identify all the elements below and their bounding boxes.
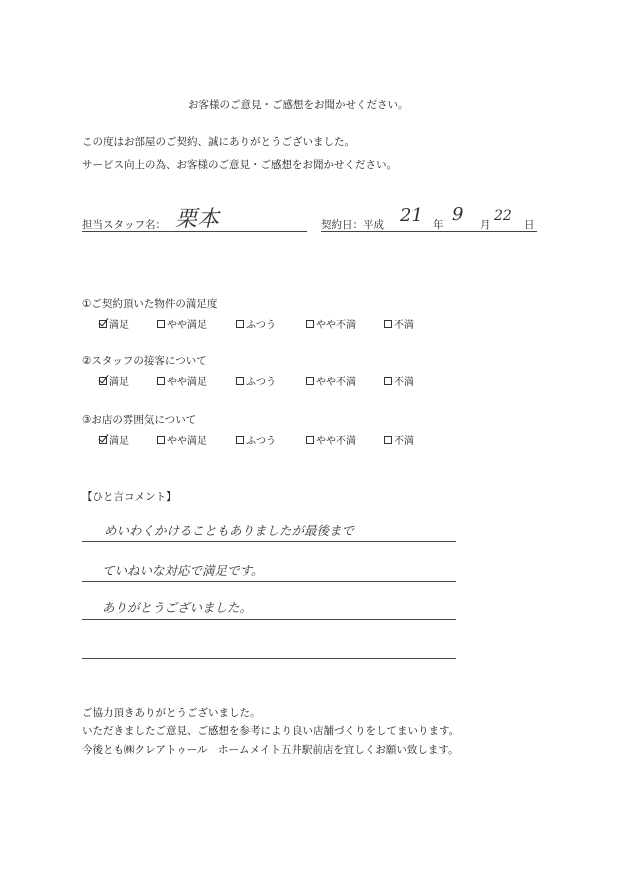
checkbox-icon[interactable] [384, 320, 392, 328]
contract-year: 21 [400, 205, 423, 226]
staff-name: 栗本 [175, 207, 220, 232]
checked-checkbox-icon[interactable] [99, 436, 107, 444]
comment-rule-3 [82, 619, 456, 620]
checkbox-icon[interactable] [306, 377, 314, 385]
contract-month: 9 [452, 204, 464, 225]
q1-option-2[interactable]: やや満足 [157, 316, 207, 331]
question-2-title: ②スタッフの接客について [82, 355, 207, 367]
checkbox-icon[interactable] [384, 377, 392, 385]
q2-option-5[interactable]: 不満 [384, 373, 414, 388]
checkbox-icon[interactable] [236, 320, 244, 328]
year-unit: 年 [433, 219, 444, 231]
survey-title: お客様のご意見・ご感想をお聞かせください。 [188, 99, 409, 111]
comment-rule-4 [82, 658, 456, 659]
comment-line-1: めいわくかけることもありましたが最後まで [104, 523, 355, 538]
comment-rule-2 [82, 581, 456, 582]
checkbox-icon[interactable] [384, 436, 392, 444]
comment-rule-1 [82, 541, 456, 542]
q2-option-1[interactable]: 満足 [99, 373, 129, 388]
intro-line-2: サービス向上の為、お客様のご意見・ご感想をお聞かせください。 [82, 159, 397, 171]
checkbox-icon[interactable] [157, 377, 165, 385]
checkbox-icon[interactable] [157, 320, 165, 328]
contract-day: 22 [494, 208, 512, 224]
comment-label: 【ひと言コメント】 [82, 491, 177, 503]
q1-option-3[interactable]: ふつう [236, 316, 276, 331]
staff-underline [82, 231, 307, 232]
checked-checkbox-icon[interactable] [99, 377, 107, 385]
q2-option-3[interactable]: ふつう [236, 373, 276, 388]
contract-underline [321, 231, 537, 232]
q1-option-5[interactable]: 不満 [384, 316, 414, 331]
footer-line-1: ご協力頂きありがとうございました。 [82, 707, 261, 719]
checked-checkbox-icon[interactable] [99, 320, 107, 328]
q3-option-2[interactable]: やや満足 [157, 432, 207, 447]
q3-option-1[interactable]: 満足 [99, 432, 129, 447]
checkbox-icon[interactable] [306, 436, 314, 444]
checkbox-icon[interactable] [157, 436, 165, 444]
intro-line-1: この度はお部屋のご契約、誠にありがとうございました。 [82, 136, 355, 148]
q2-option-2[interactable]: やや満足 [157, 373, 207, 388]
comment-line-3: ありがとうございました。 [102, 600, 253, 615]
q3-option-5[interactable]: 不満 [384, 432, 414, 447]
footer-line-3: 今後とも㈱クレアトゥール ホームメイト五井駅前店を宜しくお願い致します。 [82, 744, 459, 756]
question-3-title: ③お店の雰囲気について [82, 414, 197, 426]
q3-option-3[interactable]: ふつう [236, 432, 276, 447]
q1-option-4[interactable]: やや不満 [306, 316, 356, 331]
footer-line-2: いただきましたご意見、ご感想を参考により良い店舗づくりをしてまいります。 [82, 725, 460, 737]
q1-option-1[interactable]: 満足 [99, 316, 129, 331]
staff-label: 担当スタッフ名： [82, 219, 166, 231]
contract-date-label: 契約日：平成 [321, 219, 384, 231]
comment-line-2: ていねいな対応で満足です。 [102, 563, 264, 578]
day-unit: 日 [524, 219, 535, 231]
month-unit: 月 [480, 219, 491, 231]
q3-option-4[interactable]: やや不満 [306, 432, 356, 447]
question-1-title: ①ご契約頂いた物件の満足度 [82, 298, 218, 310]
checkbox-icon[interactable] [236, 377, 244, 385]
checkbox-icon[interactable] [236, 436, 244, 444]
q2-option-4[interactable]: やや不満 [306, 373, 356, 388]
checkbox-icon[interactable] [306, 320, 314, 328]
